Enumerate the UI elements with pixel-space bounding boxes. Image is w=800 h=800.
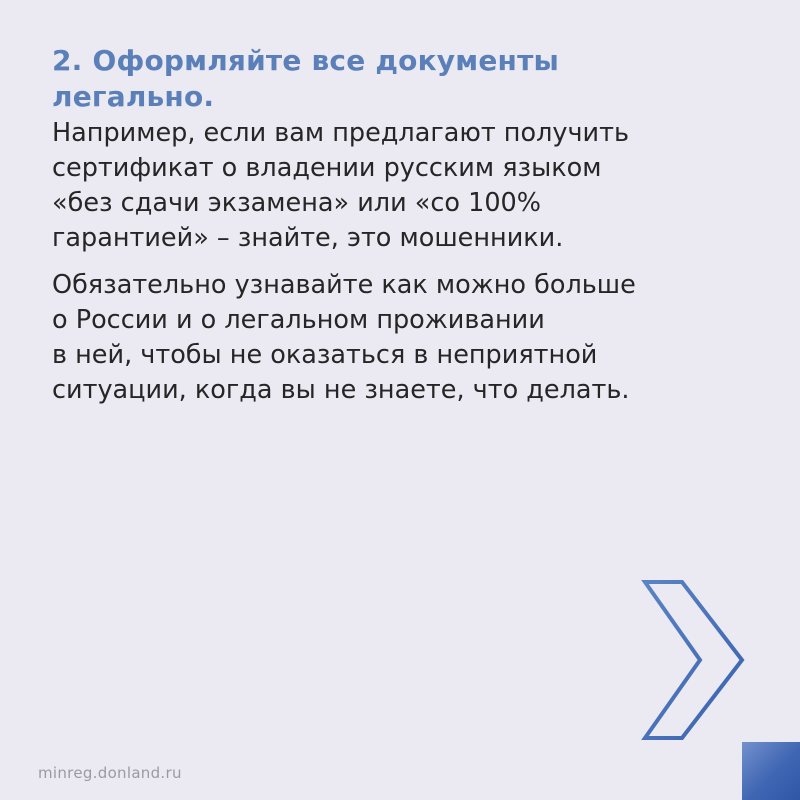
- paragraph-line: сертификат о владении русским языком: [52, 153, 602, 183]
- heading-line: легально.: [52, 80, 215, 113]
- paragraph-line: ситуации, когда вы не знаете, что делать.: [52, 375, 630, 405]
- paragraph-line: гарантией» – знайте, это мошенники.: [52, 223, 564, 253]
- paragraph-advice: [52, 268, 636, 408]
- heading-line: 2. Оформляйте все документы: [52, 44, 560, 77]
- footer-url: minreg.donland.ru: [38, 764, 182, 782]
- corner-accent-square: [742, 742, 800, 800]
- paragraph-line: «без сдачи экзамена» или «со 100%: [52, 188, 541, 218]
- paragraph-example: [52, 116, 629, 256]
- paragraph-line: в ней, чтобы не оказаться в неприятной: [52, 340, 598, 370]
- slide-heading: [52, 43, 559, 115]
- paragraph-line: Обязательно узнавайте как можно больше: [52, 270, 636, 300]
- paragraph-line: Например, если вам предлагают получить: [52, 118, 629, 148]
- paragraph-line: о России и о легальном проживании: [52, 305, 545, 335]
